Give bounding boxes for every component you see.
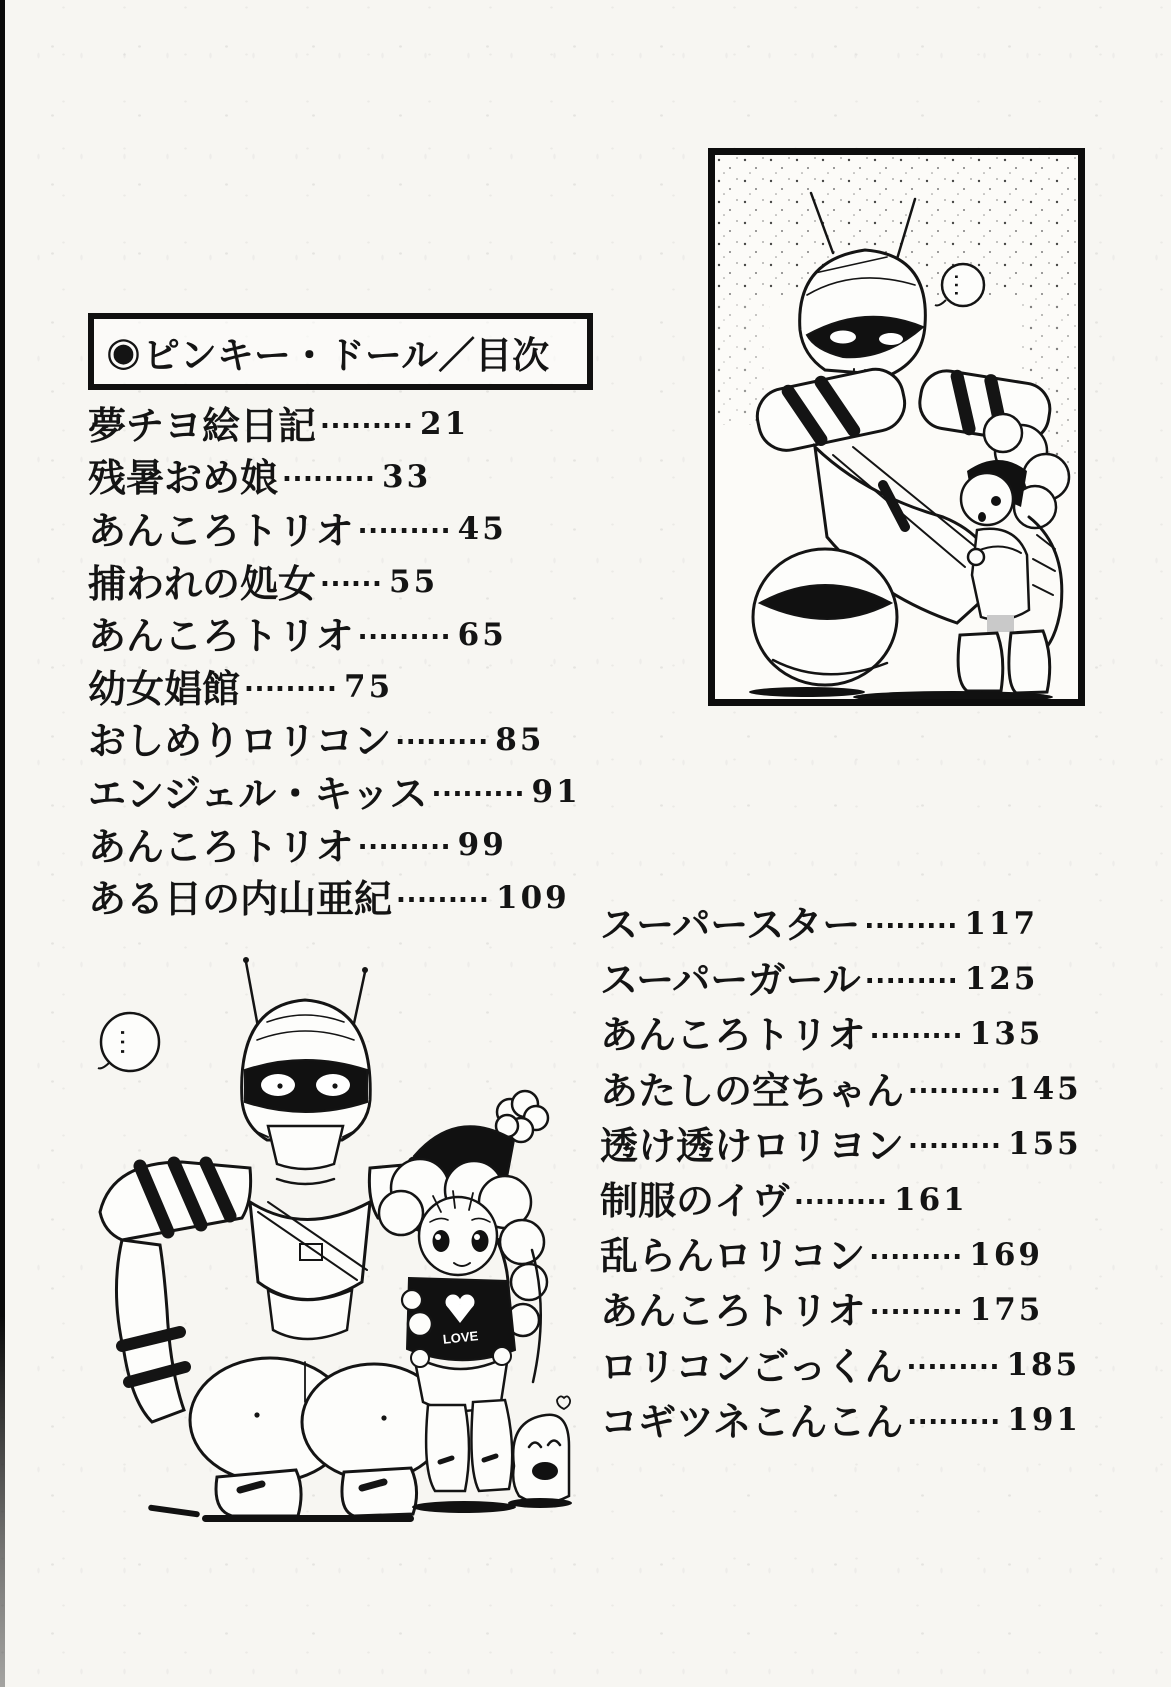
toc-entry-page-number: 161 <box>894 1181 968 1218</box>
dot-leader: ……… <box>430 766 524 804</box>
robot-chest <box>250 1202 370 1300</box>
toc-entry <box>88 764 581 817</box>
toc-entry-title: ある日の内山亜紀 <box>88 879 393 922</box>
girl-shirt-text: LOVE <box>442 1328 479 1347</box>
toc-entry <box>600 1391 1082 1446</box>
toc-entry-title: コギツネこんこん <box>600 1401 904 1444</box>
dot-leader: ……… <box>356 503 450 541</box>
toc-entry-title: 捕われの処女 <box>88 563 317 606</box>
toc-entry <box>600 894 1082 949</box>
toc-entry <box>600 1336 1082 1391</box>
toc-entry-page-number: 91 <box>531 774 581 811</box>
dot-leader: ……… <box>868 1283 962 1321</box>
speech-bubble <box>98 1013 159 1071</box>
toc-entry-title: 乱らんロリコン <box>600 1236 866 1279</box>
page-binding-edge-line <box>0 0 5 1687</box>
robot-mouth-plate <box>268 1126 343 1169</box>
dot-leader: …… <box>319 556 382 594</box>
toc-entry-page-number: 155 <box>1008 1126 1082 1163</box>
dot-leader: ……… <box>907 1118 1001 1156</box>
ground-shadow <box>749 687 1053 699</box>
toc-entry-title: おしめりロリコン <box>88 721 392 764</box>
robot-and-child-drawing <box>715 155 1078 699</box>
toc-entry-page-number: 185 <box>1006 1347 1081 1384</box>
toc-entry-title: 幼女娼館 <box>88 668 241 711</box>
toc-entry-page-number: 99 <box>457 827 507 864</box>
toc-entry <box>88 659 581 712</box>
toc-entry <box>88 554 581 607</box>
toc-entry-title: スーパースター <box>600 905 861 948</box>
dot-leader: ……… <box>281 450 375 488</box>
dot-leader: ……… <box>863 897 957 935</box>
dot-leader: ……… <box>905 1339 999 1377</box>
toc-entry-page-number: 75 <box>344 669 394 706</box>
toc-entry-page-number: 191 <box>1007 1402 1081 1439</box>
dot-leader: ……… <box>868 1228 962 1266</box>
toc-entry-title: 制服のイヴ <box>600 1181 791 1224</box>
toc-entry <box>600 1170 1082 1225</box>
toc-entry-page-number: 145 <box>1008 1071 1082 1108</box>
toc-entry-title: あたしの空ちゃん <box>600 1070 905 1113</box>
toc-entry-title: エンジェル・キッス <box>88 773 428 816</box>
toc-entry-page-number: 85 <box>495 721 545 758</box>
censor-pixelation <box>987 615 1014 632</box>
toc-entry-page-number: 55 <box>389 564 439 601</box>
shoulder-pad-left <box>752 364 910 455</box>
toc-right-column <box>600 894 1082 1446</box>
toc-entry-title: あんころトリオ <box>88 616 354 659</box>
robot-and-girl-illustration <box>52 940 572 1560</box>
boot-left <box>426 1405 469 1491</box>
toc-entry-page-number: 21 <box>420 406 470 443</box>
dot-leader: ……… <box>356 608 450 646</box>
page-title: ピンキー・ドール／目次 <box>142 334 550 376</box>
toc-entry-title: ロリコンごっくん <box>600 1346 903 1389</box>
dot-leader: ……… <box>394 713 488 751</box>
toc-entry <box>600 1115 1082 1170</box>
dot-leader: ……… <box>793 1173 887 1211</box>
bullseye-bullet-icon: ◉ <box>106 329 141 374</box>
toc-entry-title: あんころトリオ <box>88 826 354 869</box>
toc-entry <box>600 949 1082 1004</box>
toc-entry <box>600 1225 1082 1280</box>
toc-entry <box>88 396 581 449</box>
toc-entry <box>600 1060 1082 1115</box>
toc-entry <box>88 817 581 870</box>
toc-entry <box>88 501 581 554</box>
toc-entry-title: あんころトリオ <box>600 1291 866 1334</box>
toc-entry <box>600 1004 1082 1059</box>
toc-entry-page-number: 33 <box>382 458 432 495</box>
toc-entry-title: 残暑おめ娘 <box>88 458 279 501</box>
toc-entry-page-number: 125 <box>964 960 1039 997</box>
framed-illustration <box>708 148 1085 706</box>
dot-leader: ……… <box>863 952 957 990</box>
toc-entry-title: 透け透けロリヨン <box>600 1125 905 1168</box>
toc-entry-page-number: 169 <box>969 1236 1043 1273</box>
toc-entry-title: スーパーガール <box>600 960 861 1003</box>
child-figure <box>958 414 1069 693</box>
boot-right <box>471 1400 512 1491</box>
dot-leader: ……… <box>868 1007 962 1045</box>
toc-entry-page-number: 135 <box>969 1015 1044 1052</box>
speech-bubble-dots: … <box>114 1027 147 1057</box>
dot-leader: ……… <box>319 398 413 436</box>
toc-left-column <box>88 396 581 922</box>
dot-leader: ……… <box>243 661 337 699</box>
toc-entry-page-number: 109 <box>496 879 570 916</box>
toc-entry-page-number: 175 <box>969 1291 1044 1328</box>
toc-entry <box>88 712 581 765</box>
toc-entry <box>600 1280 1082 1335</box>
toc-title-box <box>88 313 593 390</box>
dot-leader: ……… <box>906 1394 1000 1432</box>
speech-bubble-dots: … <box>949 272 979 298</box>
creature-figure <box>513 1396 570 1503</box>
toc-entry-title: あんころトリオ <box>88 510 354 553</box>
dot-leader: ……… <box>907 1063 1001 1101</box>
toc-entry-title: 夢チヨ絵日記 <box>88 405 317 448</box>
dot-leader: ……… <box>395 871 489 909</box>
dot-leader: ……… <box>356 819 450 857</box>
toc-entry <box>88 869 581 922</box>
toc-entry <box>88 449 581 502</box>
toc-entry-page-number: 45 <box>457 511 507 548</box>
toc-entry-page-number: 65 <box>457 616 507 653</box>
toc-entry <box>88 606 581 659</box>
toc-entry-title: あんころトリオ <box>600 1015 866 1058</box>
toc-entry-page-number: 117 <box>964 905 1039 942</box>
